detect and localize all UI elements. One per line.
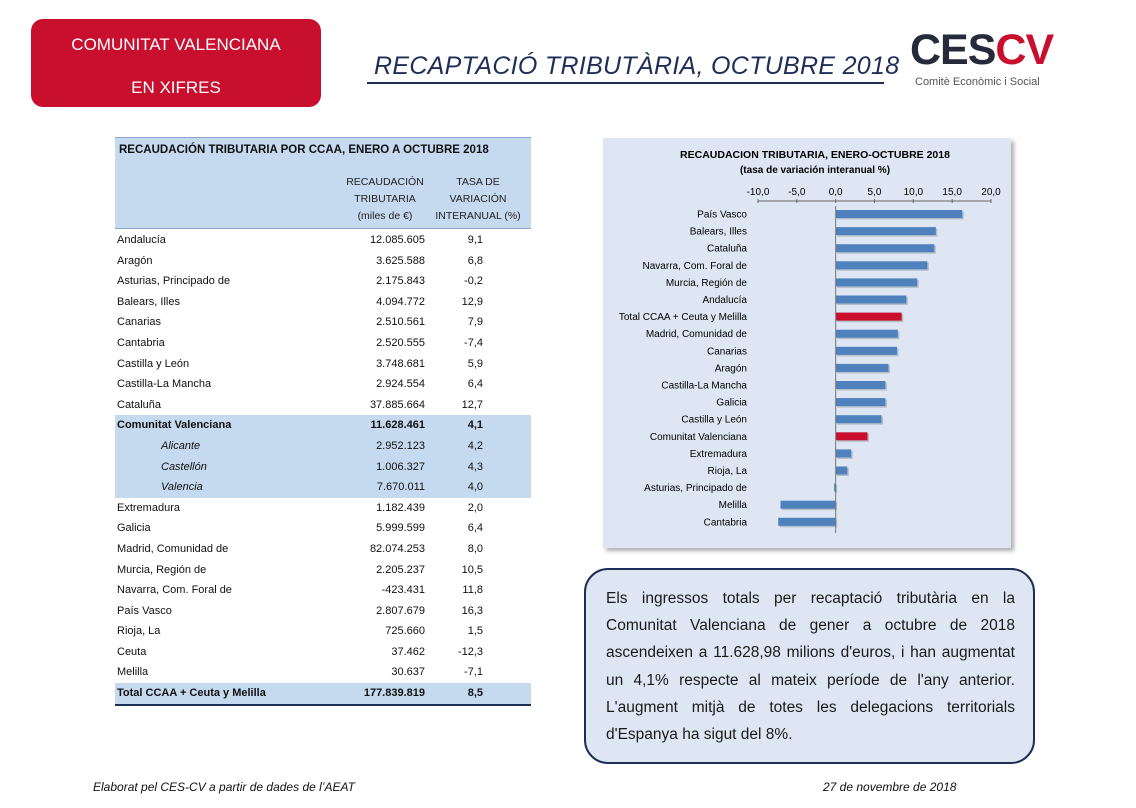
column-header-revenue (337, 174, 433, 225)
table-bottom-rule (115, 704, 531, 706)
x-tick-label: 10,0 (903, 187, 924, 198)
table-row (115, 477, 531, 498)
row-revenue: 4.094.772 (376, 295, 425, 308)
row-revenue: 2.952.123 (376, 439, 425, 452)
row-rate: 9,1 (467, 234, 483, 246)
badge-line-2: EN XIFRES (131, 78, 221, 97)
chart-subtitle: (tasa de variación interanual %) (739, 165, 891, 176)
row-region: Andalucía (117, 234, 166, 246)
bar (836, 381, 886, 389)
table-row (115, 333, 531, 354)
bar-highlight (836, 313, 902, 321)
table-row (115, 415, 531, 436)
table-row (115, 374, 531, 395)
bar (836, 244, 935, 252)
row-region: Aragón (117, 254, 153, 267)
row-rate: 16,3 (461, 604, 483, 617)
row-revenue: 12.085.605 (369, 234, 425, 246)
logo-cv-text: CV (995, 26, 1054, 74)
title-underline (367, 82, 884, 84)
row-region: Murcia, Región de (117, 563, 207, 576)
table-row (115, 683, 531, 704)
row-revenue: -423.431 (381, 584, 425, 597)
table-row (115, 292, 531, 313)
bar (836, 227, 936, 235)
row-revenue: 2.807.679 (376, 604, 425, 617)
row-revenue: 3.748.681 (376, 357, 425, 370)
row-region: Rioja, La (117, 625, 161, 638)
row-region: Castellón (161, 460, 207, 473)
row-revenue: 82.074.253 (369, 542, 425, 555)
category-label: Cataluña (706, 243, 747, 255)
row-rate: 6,8 (467, 254, 483, 267)
row-rate: -7,4 (464, 336, 483, 349)
category-label: Navarra, Com. Foral de (642, 260, 747, 272)
row-region: Total CCAA + Ceuta y Melilla (117, 687, 266, 700)
x-tick-label: 0,0 (828, 187, 843, 198)
row-revenue: 1.182.439 (376, 501, 425, 514)
row-revenue: 2.205.237 (376, 563, 425, 576)
header-divider (115, 228, 531, 229)
bar (836, 415, 882, 423)
table-row (115, 457, 531, 478)
summary-box (584, 568, 1035, 764)
row-rate: 12,9 (461, 295, 483, 308)
row-revenue: 3.625.588 (376, 254, 425, 267)
bar (836, 467, 848, 475)
row-region: País Vasco (117, 604, 172, 617)
row-revenue: 30.637 (391, 666, 425, 679)
bar (836, 296, 907, 304)
table-row (115, 230, 531, 251)
bar (778, 518, 835, 526)
column-header-rate-line1: TASA DE (456, 176, 500, 188)
table-header (115, 137, 531, 228)
category-label: Andalucía (702, 295, 747, 306)
row-rate: 6,4 (467, 378, 483, 391)
row-rate: 4,1 (467, 419, 483, 432)
logo-wordmark (910, 26, 1053, 75)
table-row (115, 312, 531, 333)
category-label: Comunitat Valenciana (649, 431, 747, 443)
bar (836, 398, 886, 406)
bar (836, 261, 928, 269)
category-label: Madrid, Comunidad de (645, 329, 747, 341)
category-label: Murcia, Región de (665, 277, 747, 289)
row-region: Canarias (117, 316, 162, 329)
row-rate: 5,9 (467, 357, 483, 370)
category-label: Asturias, Principado de (644, 483, 747, 495)
table-row (115, 601, 531, 622)
table-row (115, 271, 531, 292)
row-revenue: 177.839.819 (363, 687, 425, 700)
column-header-revenue-line2: TRIBUTARIA (354, 193, 416, 205)
row-rate: 1,5 (467, 625, 483, 638)
category-label: Rioja, La (707, 466, 747, 477)
category-label: Total CCAA + Ceuta y Melilla (618, 312, 747, 324)
bar (836, 278, 918, 286)
table-row (115, 560, 531, 581)
bar (781, 501, 836, 509)
table-row (115, 498, 531, 519)
row-revenue: 725.660 (385, 625, 425, 638)
row-rate: 10,5 (461, 563, 483, 576)
table-title: RECAUDACIÓN TRIBUTARIA POR CCAA, ENERO A OCTUBRE 2018 (119, 144, 489, 156)
row-rate: 7,9 (467, 316, 483, 329)
row-rate: 4,0 (467, 481, 483, 494)
bar (836, 330, 898, 338)
column-header-revenue-line1: RECAUDACIÓN (346, 176, 424, 188)
table-body (115, 230, 531, 704)
category-label: Melilla (718, 500, 747, 512)
row-region: Extremadura (117, 501, 180, 514)
row-region: Alicante (161, 439, 201, 452)
x-tick-label: -5,0 (788, 187, 806, 198)
category-label: País Vasco (697, 209, 747, 221)
bar-chart-panel (603, 138, 1011, 548)
row-rate: 11,8 (462, 584, 483, 597)
row-revenue: 37.885.664 (369, 398, 425, 411)
row-region: Galicia (117, 522, 151, 535)
bar (836, 347, 897, 355)
row-revenue: 2.520.555 (376, 336, 425, 349)
category-label: Canarias (706, 346, 747, 358)
table-row (115, 539, 531, 560)
column-header-revenue-line3: (miles de €) (357, 210, 413, 222)
row-rate: -0,2 (464, 275, 483, 288)
publication-date: 27 de novembre de 2018 (823, 780, 957, 794)
bar-highlight (836, 432, 868, 440)
row-rate: 8,5 (467, 687, 483, 700)
category-label: Balears, Illes (689, 226, 747, 238)
table-row (115, 395, 531, 416)
page-title: RECAPTACIÓ TRIBUTÀRIA, OCTUBRE 2018 (374, 52, 900, 80)
category-label: Galicia (716, 397, 747, 409)
table-row (115, 354, 531, 375)
summary-text: Els ingressos totals per recaptació tributària en la Comunitat Valenciana de gener a octubre de 2018 ascendeixen a 11.628,98 milions d'euros, i han augmentat un 4,1% respecte al mateix període de l'any anterior. L'augment mitjà de totes les delegacions territorials d'Espanya ha sigut del 8%. (606, 590, 1015, 744)
x-tick-label: 5,0 (867, 187, 882, 198)
row-revenue: 5.999.599 (376, 522, 425, 535)
row-region: Navarra, Com. Foral de (117, 584, 232, 597)
row-rate: -7,1 (464, 666, 483, 679)
badge-line-1: COMUNITAT VALENCIANA (71, 35, 281, 54)
source-note: Elaborat pel CES-CV a partir de dades de l’AEAT (93, 780, 355, 794)
category-label: Castilla-La Mancha (661, 380, 747, 392)
table-row (115, 580, 531, 601)
row-revenue: 2.510.561 (376, 316, 425, 329)
row-revenue: 11.628.461 (370, 419, 425, 432)
section-badge (31, 19, 321, 107)
row-rate: 6,4 (467, 522, 483, 535)
bar-chart (603, 138, 1011, 548)
table-row (115, 642, 531, 663)
row-rate: 12,7 (461, 398, 483, 411)
row-region: Melilla (117, 666, 149, 679)
row-region: Cantabria (117, 336, 165, 349)
row-region: Cataluña (117, 398, 162, 411)
logo-ces-text: CES (910, 26, 996, 74)
row-rate: 4,2 (467, 439, 483, 452)
column-header-rate (428, 174, 528, 225)
category-label: Castilla y León (681, 414, 747, 426)
category-label: Extremadura (689, 448, 747, 460)
row-region: Castilla y León (117, 357, 190, 370)
table-row (115, 662, 531, 683)
bar (836, 449, 852, 457)
row-revenue: 2.924.554 (376, 378, 425, 391)
bar (836, 364, 889, 372)
row-region: Valencia (161, 481, 203, 494)
table-row (115, 621, 531, 642)
column-header-rate-line2: VARIACIÓN (449, 193, 507, 205)
table-row (115, 436, 531, 457)
row-revenue: 2.175.843 (376, 275, 425, 288)
row-region: Ceuta (117, 645, 147, 658)
row-revenue: 7.670.011 (376, 481, 425, 494)
row-rate: 4,3 (467, 460, 483, 473)
row-region: Castilla-La Mancha (117, 378, 212, 391)
x-tick-label: 15,0 (942, 187, 962, 198)
revenue-table (115, 137, 531, 706)
x-tick-label: -10,0 (746, 187, 770, 198)
logo-subtitle: Comitè Econòmic i Social (915, 76, 1040, 88)
bar (836, 210, 963, 218)
row-revenue: 37.462 (391, 645, 425, 658)
row-rate: -12,3 (457, 645, 483, 658)
row-region: Comunitat Valenciana (117, 419, 232, 432)
chart-title: RECAUDACION TRIBUTARIA, ENERO-OCTUBRE 2018 (680, 149, 950, 161)
row-revenue: 1.006.327 (376, 460, 425, 473)
row-rate: 8,0 (467, 542, 483, 555)
ces-cv-logo (910, 26, 1060, 92)
table-row (115, 518, 531, 539)
table-row (115, 251, 531, 272)
row-rate: 2,0 (467, 501, 483, 514)
category-label: Cantabria (703, 517, 747, 529)
row-region: Madrid, Comunidad de (117, 542, 229, 555)
x-tick-label: 20,0 (981, 187, 1001, 198)
row-region: Balears, Illes (117, 295, 180, 308)
column-header-rate-line3: INTERANUAL (%) (435, 210, 521, 222)
category-label: Aragón (714, 363, 747, 375)
row-region: Asturias, Principado de (117, 275, 231, 288)
